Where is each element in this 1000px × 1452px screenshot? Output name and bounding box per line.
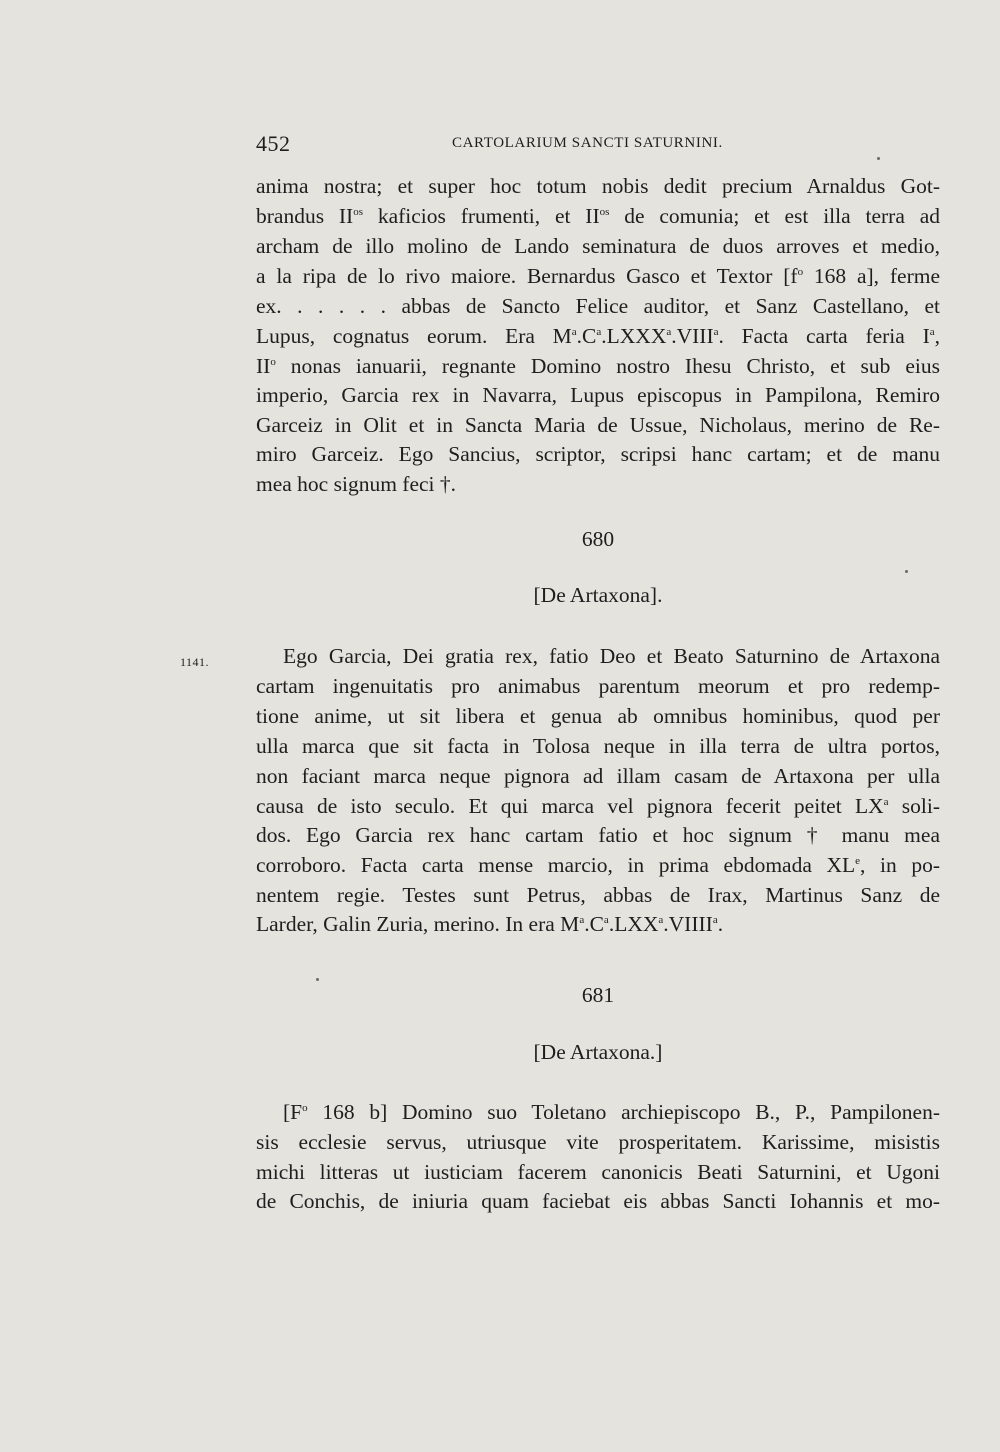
text-line: ex. . . . . . abbas de Sancto Felice auditor, et Sanz Castellano, et — [256, 294, 940, 318]
text-line: Lupus, cognatus eorum. Era $M^a.C^a.LXXX^a.VIII^a$. Facta carta feria $I^a$, — [256, 324, 940, 348]
text-line: Larder, Galin Zuria, merino. In era $M^a.C^a.LXX^a.VIIII^a$. — [256, 912, 724, 936]
paper-speck — [316, 978, 319, 981]
text-line: michi litteras ut iusticiam facerem canonicis Beati Saturnini, et Ugoni — [256, 1160, 940, 1184]
text-line: brandus $II^{os}$ kaficios frumenti, et $II^{os}$ de comunia; et est illa terra ad — [256, 204, 940, 228]
page-number: 452 — [256, 131, 291, 156]
text-line: dos. Ego Garcia rex hanc cartam fatio et hoc signum † manu mea — [256, 823, 940, 847]
page-header — [256, 131, 940, 163]
text-line: anima nostra; et super hoc totum nobis dedit precium Arnaldus Got- — [256, 174, 940, 198]
text-line: a la ripa de lo rivo maiore. Bernardus Gasco et Textor [$f^o$ 168 a], ferme — [256, 264, 940, 288]
charter-title: [De Artaxona.] — [533, 1040, 663, 1064]
text-line: Ego Garcia, Dei gratia rex, fatio Deo et Beato Saturnino de Artaxona — [283, 644, 940, 668]
text-line: archam de illo molino de Lando seminatura de duos arroves et medio, — [256, 234, 940, 258]
charter-number: 681 — [581, 983, 615, 1007]
text-line: ulla marca que sit facta in Tolosa neque in illa terra de ultra portos, — [256, 734, 940, 758]
charter-title: [De Artaxona]. — [533, 583, 663, 607]
paper-speck — [905, 570, 908, 573]
charter-number: 680 — [581, 527, 615, 551]
text-line: imperio, Garcia rex in Navarra, Lupus episcopus in Pampilona, Remiro — [256, 383, 940, 407]
text-line: tione anime, ut sit libera et genua ab omnibus hominibus, quod per — [256, 704, 940, 728]
text-line: de Conchis, de iniuria quam faciebat eis abbas Sancti Iohannis et mo- — [256, 1189, 940, 1213]
paper-speck — [877, 157, 880, 160]
text-line: nentem regie. Testes sunt Petrus, abbas de Irax, Martinus Sanz de — [256, 883, 940, 907]
margin-year: 1141. — [180, 655, 210, 669]
text-line: $II^o$ nonas ianuarii, regnante Domino nostro Ihesu Christo, et sub eius — [256, 354, 940, 378]
text-line: mea hoc signum feci †. — [256, 472, 457, 496]
text-line: Garceiz in Olit et in Sancta Maria de Ussue, Nicholaus, merino de Re- — [256, 413, 940, 437]
text-line: non faciant marca neque pignora ad illam casam de Artaxona per ulla — [256, 764, 940, 788]
text-line: corroboro. Facta carta mense marcio, in prima ebdomada XLe, in po- — [256, 853, 941, 877]
text-line: sis ecclesie servus, utriusque vite prosperitatem. Karissime, misistis — [256, 1130, 940, 1154]
text-line: cartam ingenuitatis pro animabus parentum meorum et pro redemp- — [256, 674, 940, 698]
running-title: CARTOLARIUM SANCTI SATURNINI. — [452, 135, 723, 151]
text-line: [$F^o$ 168 b] Domino suo Toletano archiepiscopo B., P., Pampilonen- — [283, 1100, 940, 1124]
text-line: miro Garceiz. Ego Sancius, scriptor, scripsi hanc cartam; et de manu — [256, 442, 940, 466]
text-line: causa de isto seculo. Et qui marca vel pignora fecerit peitet $LX^a$ soli- — [256, 794, 940, 818]
